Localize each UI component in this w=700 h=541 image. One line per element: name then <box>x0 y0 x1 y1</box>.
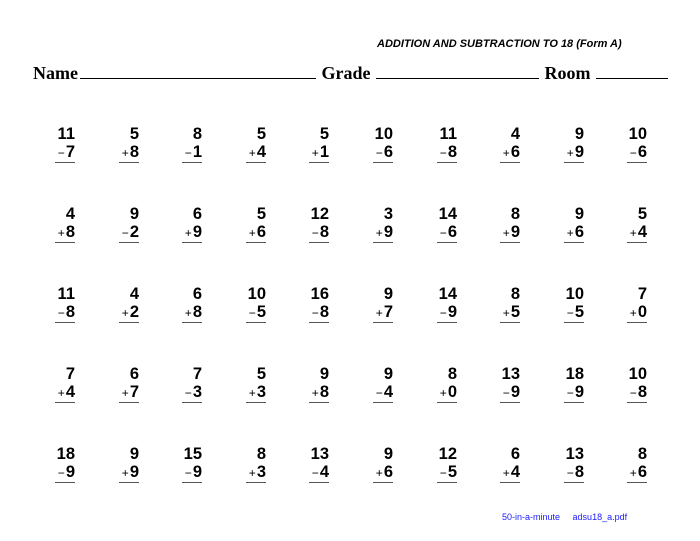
problem-bottom-number: 5 <box>574 303 584 321</box>
problem-bottom-number: 4 <box>383 383 393 401</box>
problem-bottom-line <box>309 384 329 403</box>
problem-bottom-number: 4 <box>256 143 266 161</box>
problem <box>617 365 647 403</box>
operator-sign: − <box>57 306 65 320</box>
problem-bottom-number: 2 <box>129 303 139 321</box>
problem-bottom-number: 9 <box>65 463 75 481</box>
problem <box>554 365 584 403</box>
operator-sign: − <box>439 226 447 240</box>
problem-bottom-number: 7 <box>65 143 75 161</box>
problem-bottom-line <box>119 384 139 403</box>
operator-sign: + <box>121 146 129 160</box>
problem <box>299 285 329 323</box>
problem-bottom-line <box>182 144 202 163</box>
problem-top-number: 5 <box>256 125 266 143</box>
problem-bottom-number: 6 <box>447 223 457 241</box>
problem-bottom-number: 3 <box>256 463 266 481</box>
problem-bottom-number: 6 <box>510 143 520 161</box>
problem-bottom-number: 0 <box>447 383 457 401</box>
problem-bottom-line <box>55 144 75 163</box>
problem-bottom-number: 9 <box>447 303 457 321</box>
problem-bottom-line <box>246 224 266 243</box>
problem-bottom-number: 5 <box>256 303 266 321</box>
problem-bottom-line <box>309 224 329 243</box>
operator-sign: − <box>57 146 65 160</box>
name-label: Name <box>33 63 78 83</box>
problem-top-number: 15 <box>183 445 202 463</box>
room-label: Room <box>544 63 591 83</box>
problem-bottom-number: 5 <box>447 463 457 481</box>
problem-bottom-number: 8 <box>129 143 139 161</box>
problem-bottom-line <box>627 384 647 403</box>
problem <box>299 125 329 163</box>
problem-bottom-number: 9 <box>383 223 393 241</box>
operator-sign: − <box>566 306 574 320</box>
operator-sign: + <box>439 386 447 400</box>
grade-field[interactable] <box>376 64 539 79</box>
problem-bottom-number: 1 <box>192 143 202 161</box>
problem-top-number: 6 <box>129 365 139 383</box>
operator-sign: + <box>248 226 256 240</box>
problem-bottom-line <box>437 224 457 243</box>
operator-sign: + <box>121 386 129 400</box>
problem-bottom-line <box>55 464 75 483</box>
operator-sign: − <box>311 226 319 240</box>
footer-series: 50-in-a-minute <box>502 512 561 522</box>
problem-bottom-number: 7 <box>129 383 139 401</box>
problem <box>109 285 139 323</box>
problem-top-number: 9 <box>574 205 584 223</box>
problem-bottom-line <box>55 304 75 323</box>
problem-bottom-line <box>500 464 520 483</box>
problem <box>427 285 457 323</box>
problem-bottom-line <box>373 144 393 163</box>
problem <box>427 365 457 403</box>
problem-bottom-number: 9 <box>192 463 202 481</box>
problem-bottom-line <box>182 304 202 323</box>
operator-sign: + <box>566 226 574 240</box>
problem-bottom-number: 8 <box>319 303 329 321</box>
problem-top-number: 18 <box>56 445 75 463</box>
problem-bottom-number: 3 <box>256 383 266 401</box>
problem <box>109 445 139 483</box>
problem <box>617 285 647 323</box>
problem-bottom-number: 6 <box>256 223 266 241</box>
problem <box>617 445 647 483</box>
operator-sign: + <box>248 466 256 480</box>
problem-top-number: 7 <box>65 365 75 383</box>
operator-sign: − <box>502 386 510 400</box>
operator-sign: + <box>57 386 65 400</box>
operator-sign: + <box>121 466 129 480</box>
operator-sign: − <box>248 306 256 320</box>
problem-top-number: 14 <box>438 205 457 223</box>
problem <box>363 285 393 323</box>
problem-bottom-number: 9 <box>574 143 584 161</box>
problem-bottom-line <box>119 224 139 243</box>
problem-bottom-line <box>627 224 647 243</box>
problem-top-number: 9 <box>129 445 139 463</box>
problem-top-number: 5 <box>256 205 266 223</box>
problem <box>45 285 75 323</box>
problem-top-number: 9 <box>383 285 393 303</box>
problem-bottom-line <box>500 224 520 243</box>
operator-sign: + <box>629 226 637 240</box>
operator-sign: − <box>121 226 129 240</box>
problem-bottom-line <box>119 304 139 323</box>
problem <box>427 205 457 243</box>
problem-bottom-number: 4 <box>65 383 75 401</box>
problem-bottom-number: 9 <box>510 223 520 241</box>
operator-sign: − <box>184 386 192 400</box>
problem-bottom-number: 3 <box>192 383 202 401</box>
problem-bottom-number: 6 <box>383 143 393 161</box>
problem-top-number: 8 <box>256 445 266 463</box>
problem <box>45 445 75 483</box>
problem-bottom-line <box>182 464 202 483</box>
problem <box>45 205 75 243</box>
operator-sign: + <box>248 386 256 400</box>
operator-sign: + <box>502 466 510 480</box>
problem-top-number: 9 <box>574 125 584 143</box>
student-info-line <box>33 63 673 84</box>
problem-top-number: 9 <box>383 445 393 463</box>
problem-top-number: 14 <box>438 285 457 303</box>
problem-bottom-line <box>627 464 647 483</box>
problem-top-number: 4 <box>510 125 520 143</box>
problem-top-number: 9 <box>383 365 393 383</box>
problem-bottom-number: 6 <box>383 463 393 481</box>
problem-bottom-line <box>55 384 75 403</box>
problem-top-number: 10 <box>374 125 393 143</box>
problem <box>490 205 520 243</box>
operator-sign: + <box>248 146 256 160</box>
problem-bottom-line <box>309 144 329 163</box>
problem-top-number: 9 <box>319 365 329 383</box>
operator-sign: + <box>629 466 637 480</box>
problem-top-number: 6 <box>192 285 202 303</box>
operator-sign: + <box>375 306 383 320</box>
problem-top-number: 8 <box>510 285 520 303</box>
worksheet-title: ADDITION AND SUBTRACTION TO 18 (Form A) <box>377 38 622 50</box>
problem-bottom-line <box>309 304 329 323</box>
problem <box>427 445 457 483</box>
problem-bottom-number: 8 <box>192 303 202 321</box>
operator-sign: − <box>629 386 637 400</box>
problem-bottom-number: 9 <box>129 463 139 481</box>
problem-bottom-number: 6 <box>574 223 584 241</box>
name-field[interactable] <box>80 64 317 79</box>
problem-top-number: 13 <box>565 445 584 463</box>
operator-sign: − <box>566 386 574 400</box>
problem-bottom-line <box>373 384 393 403</box>
problem-top-number: 8 <box>510 205 520 223</box>
problem-bottom-line <box>182 224 202 243</box>
problem <box>617 125 647 163</box>
operator-sign: − <box>184 146 192 160</box>
problem-top-number: 13 <box>310 445 329 463</box>
problem-top-number: 11 <box>439 125 457 143</box>
problem-top-number: 5 <box>129 125 139 143</box>
problem <box>299 445 329 483</box>
problem <box>554 445 584 483</box>
problem-bottom-line <box>373 304 393 323</box>
operator-sign: − <box>375 146 383 160</box>
problem <box>172 125 202 163</box>
problem <box>236 205 266 243</box>
problem <box>490 125 520 163</box>
problem-top-number: 11 <box>57 125 75 143</box>
problem <box>363 365 393 403</box>
problem-bottom-line <box>246 144 266 163</box>
problem <box>109 365 139 403</box>
problem <box>109 205 139 243</box>
operator-sign: + <box>502 226 510 240</box>
problem-top-number: 16 <box>310 285 329 303</box>
problem-bottom-line <box>246 304 266 323</box>
problem-top-number: 12 <box>310 205 329 223</box>
problem <box>172 365 202 403</box>
operator-sign: − <box>629 146 637 160</box>
operator-sign: + <box>184 306 192 320</box>
problem-top-number: 8 <box>447 365 457 383</box>
problem-bottom-line <box>437 144 457 163</box>
problem-top-number: 6 <box>510 445 520 463</box>
problem-bottom-number: 9 <box>574 383 584 401</box>
problem-bottom-line <box>500 304 520 323</box>
operator-sign: + <box>502 306 510 320</box>
problem-bottom-number: 4 <box>510 463 520 481</box>
problem-bottom-number: 1 <box>319 143 329 161</box>
problem-bottom-line <box>119 144 139 163</box>
problem <box>490 445 520 483</box>
problem <box>299 205 329 243</box>
operator-sign: − <box>184 466 192 480</box>
problem <box>490 285 520 323</box>
problem <box>45 365 75 403</box>
problem <box>554 205 584 243</box>
problem-top-number: 4 <box>65 205 75 223</box>
problem <box>109 125 139 163</box>
operator-sign: + <box>566 146 574 160</box>
operator-sign: + <box>184 226 192 240</box>
problem-bottom-number: 5 <box>510 303 520 321</box>
problem-bottom-number: 4 <box>637 223 647 241</box>
problem-bottom-number: 8 <box>65 303 75 321</box>
problem <box>363 205 393 243</box>
grade-label: Grade <box>321 63 371 83</box>
problem-bottom-number: 9 <box>510 383 520 401</box>
problem-top-number: 5 <box>637 205 647 223</box>
footer-filename: adsu18_a.pdf <box>572 512 628 522</box>
operator-sign: − <box>311 306 319 320</box>
problem-bottom-line <box>500 144 520 163</box>
problem-top-number: 8 <box>637 445 647 463</box>
operator-sign: + <box>375 466 383 480</box>
problem-bottom-line <box>500 384 520 403</box>
problem-bottom-line <box>246 384 266 403</box>
problem-bottom-line <box>564 304 584 323</box>
problem <box>172 205 202 243</box>
operator-sign: − <box>311 466 319 480</box>
problem <box>363 125 393 163</box>
problem-bottom-number: 6 <box>637 143 647 161</box>
problem-top-number: 11 <box>57 285 75 303</box>
problem-bottom-line <box>182 384 202 403</box>
problem-bottom-number: 8 <box>65 223 75 241</box>
problem-bottom-number: 8 <box>574 463 584 481</box>
operator-sign: − <box>439 146 447 160</box>
problem <box>236 365 266 403</box>
problem-bottom-number: 8 <box>447 143 457 161</box>
problem-bottom-line <box>627 304 647 323</box>
problem-top-number: 7 <box>192 365 202 383</box>
problem-top-number: 4 <box>129 285 139 303</box>
problem-bottom-line <box>437 464 457 483</box>
problem <box>172 285 202 323</box>
problem-top-number: 18 <box>565 365 584 383</box>
problem <box>236 285 266 323</box>
problem <box>554 285 584 323</box>
problem-bottom-line <box>309 464 329 483</box>
operator-sign: + <box>311 386 319 400</box>
problem-top-number: 12 <box>438 445 457 463</box>
problem-bottom-number: 9 <box>192 223 202 241</box>
operator-sign: + <box>502 146 510 160</box>
operator-sign: − <box>439 306 447 320</box>
problem-bottom-number: 0 <box>637 303 647 321</box>
problem-top-number: 10 <box>565 285 584 303</box>
problem <box>299 365 329 403</box>
problem-top-number: 10 <box>628 125 647 143</box>
problem-top-number: 10 <box>247 285 266 303</box>
problem-bottom-line <box>246 464 266 483</box>
operator-sign: + <box>311 146 319 160</box>
problem-top-number: 8 <box>192 125 202 143</box>
problem-bottom-number: 8 <box>319 223 329 241</box>
problem-bottom-line <box>373 224 393 243</box>
operator-sign: − <box>375 386 383 400</box>
problem <box>45 125 75 163</box>
problem <box>554 125 584 163</box>
problem-top-number: 3 <box>383 205 393 223</box>
problem <box>172 445 202 483</box>
problem <box>363 445 393 483</box>
problem-bottom-line <box>119 464 139 483</box>
problem <box>490 365 520 403</box>
problem-top-number: 13 <box>501 365 520 383</box>
problem-bottom-number: 6 <box>637 463 647 481</box>
problem-bottom-line <box>627 144 647 163</box>
problem-bottom-number: 8 <box>637 383 647 401</box>
footer <box>502 512 627 522</box>
problem-bottom-line <box>564 384 584 403</box>
problem-bottom-number: 4 <box>319 463 329 481</box>
operator-sign: + <box>121 306 129 320</box>
problem-bottom-line <box>373 464 393 483</box>
problem-top-number: 9 <box>129 205 139 223</box>
problem <box>617 205 647 243</box>
problem <box>236 125 266 163</box>
operator-sign: − <box>566 466 574 480</box>
operator-sign: − <box>57 466 65 480</box>
problem-top-number: 5 <box>319 125 329 143</box>
problem-bottom-line <box>55 224 75 243</box>
problem-top-number: 5 <box>256 365 266 383</box>
problem <box>236 445 266 483</box>
problem <box>427 125 457 163</box>
problem-top-number: 6 <box>192 205 202 223</box>
problem-bottom-line <box>564 224 584 243</box>
problem-bottom-number: 2 <box>129 223 139 241</box>
operator-sign: + <box>57 226 65 240</box>
room-field[interactable] <box>596 64 668 79</box>
problem-bottom-line <box>564 464 584 483</box>
operator-sign: + <box>375 226 383 240</box>
problem-bottom-number: 8 <box>319 383 329 401</box>
problem-bottom-line <box>437 384 457 403</box>
operator-sign: + <box>629 306 637 320</box>
problem-bottom-line <box>564 144 584 163</box>
problem-bottom-line <box>437 304 457 323</box>
operator-sign: − <box>439 466 447 480</box>
problem-bottom-number: 7 <box>383 303 393 321</box>
problem-top-number: 7 <box>637 285 647 303</box>
problem-top-number: 10 <box>628 365 647 383</box>
